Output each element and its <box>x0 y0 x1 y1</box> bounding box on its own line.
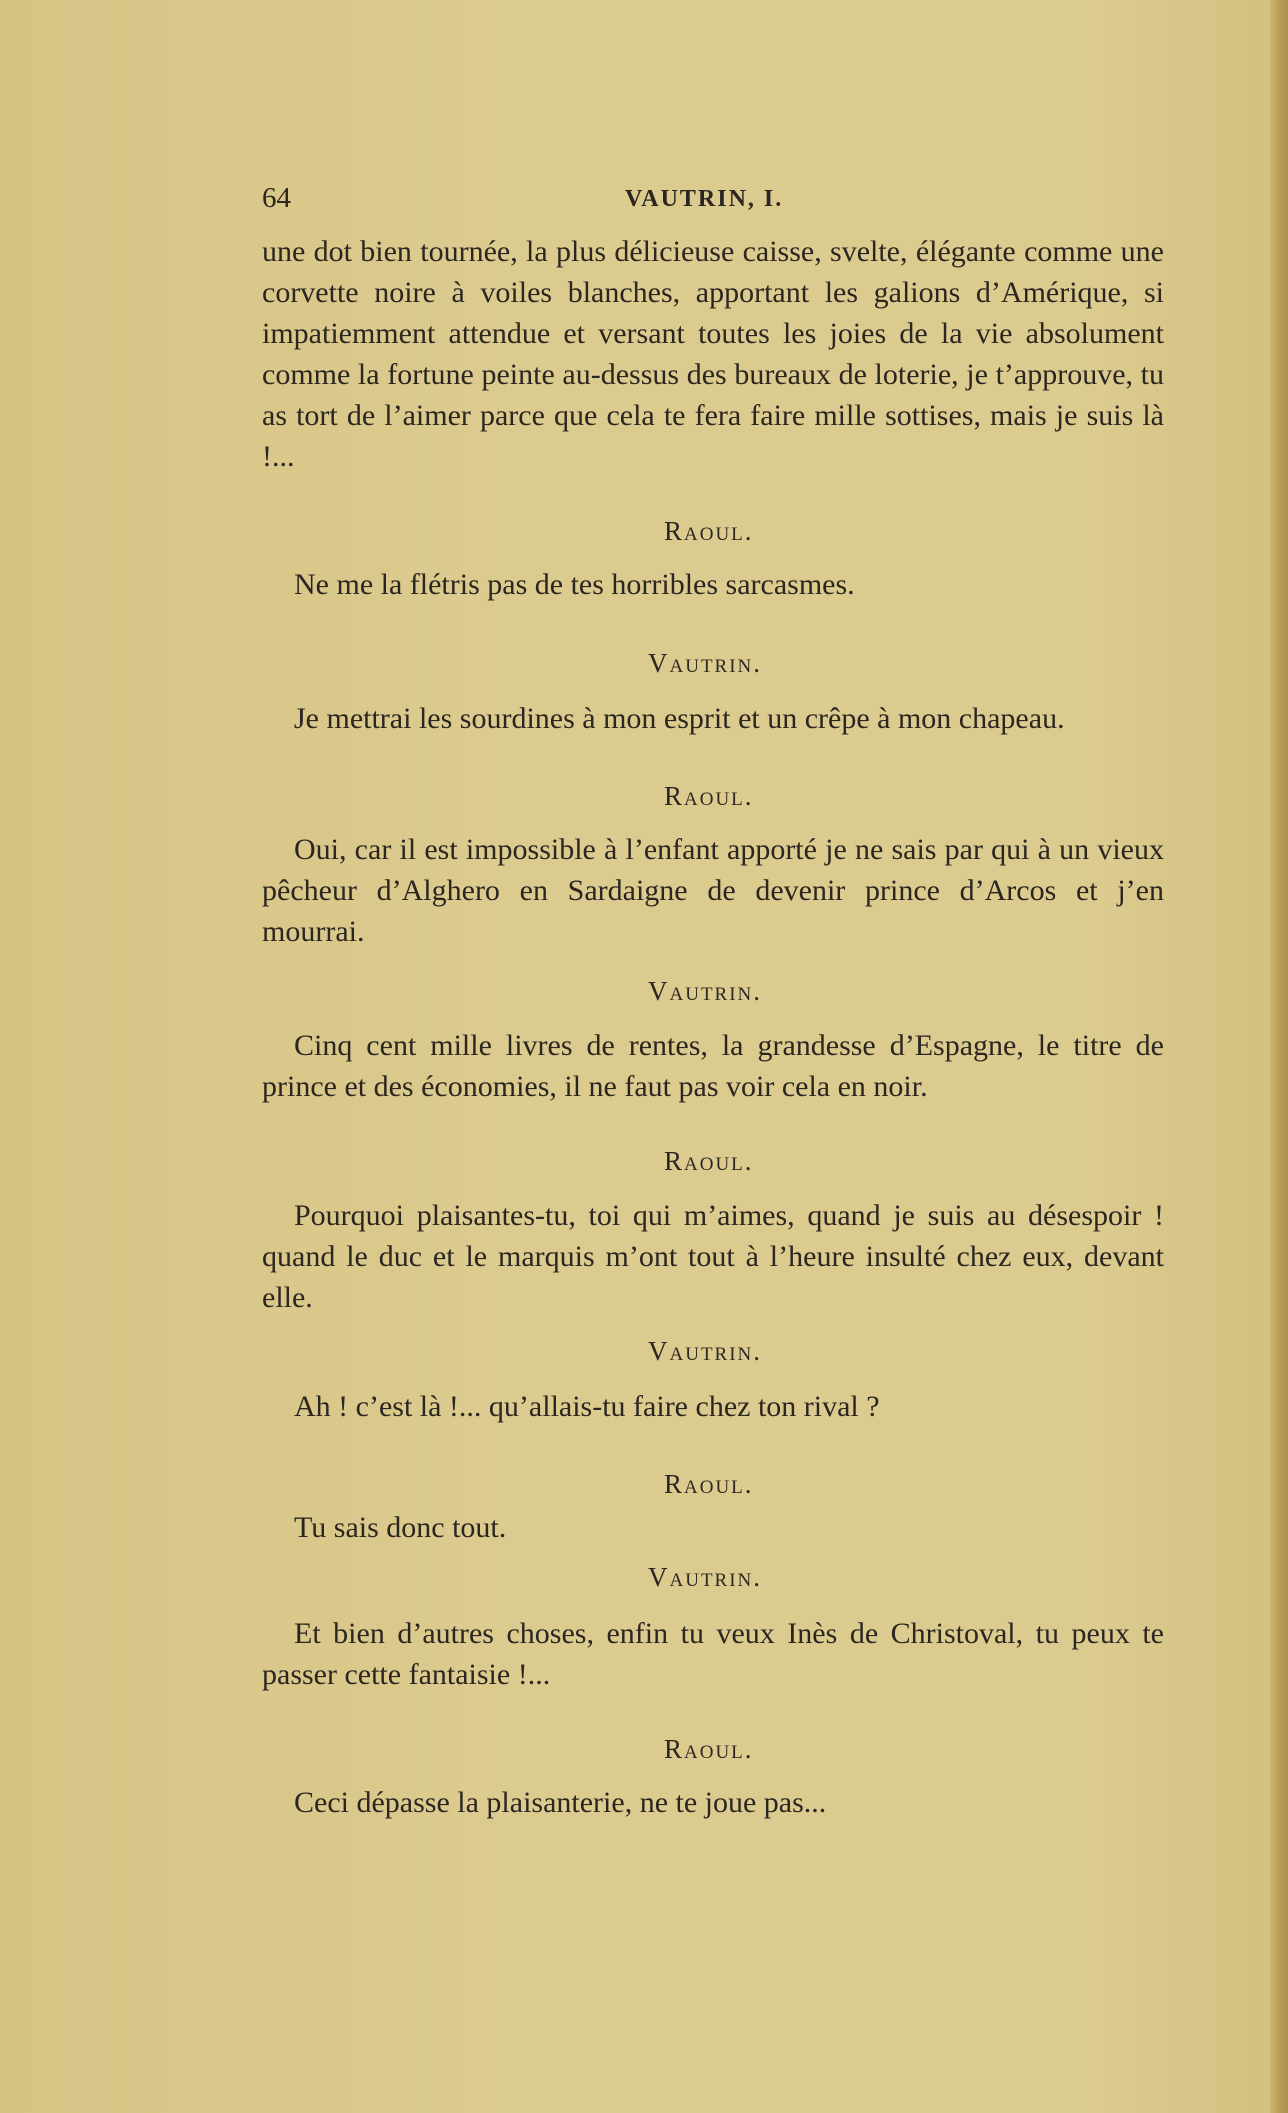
page-header <box>262 182 1164 222</box>
page-edge-shadow <box>1270 0 1288 2113</box>
paragraph-continuation: une dot bien tournée, la plus délicieuse caisse, svelte, élégante comme une corvette noire à voiles blanches, apportant les galions d’Amérique, si impatiemment attendue et versant toutes les joies de la vie absolument comme la fortune peinte au-dessus des bureaux de loterie, je t’approuve, tu as tort de l’aimer parce que cela te fera faire mille sottises, mais je suis là !... <box>262 235 1164 473</box>
page-number: 64 <box>262 182 291 214</box>
running-title: VAUTRIN, I. <box>625 186 784 212</box>
speaker-raoul: Raoul. <box>664 1734 754 1764</box>
speaker-vautrin: Vautrin. <box>648 976 763 1006</box>
speaker-vautrin: Vautrin. <box>648 1336 763 1366</box>
dialogue-line: Cinq cent mille livres de rentes, la grandesse d’Espagne, le titre de prince et des économies, il ne faut pas voir cela en noir. <box>262 1029 1164 1103</box>
speaker-raoul: Raoul. <box>664 516 754 546</box>
speaker-raoul: Raoul. <box>664 1146 754 1176</box>
dialogue-line: Ceci dépasse la plaisanterie, ne te joue pas... <box>294 1786 827 1819</box>
dialogue-line: Ne me la flétris pas de tes horribles sarcasmes. <box>294 568 855 601</box>
dialogue-line: Et bien d’autres choses, enfin tu veux Inès de Christoval, tu peux te passer cette fantaisie !... <box>262 1617 1164 1691</box>
dialogue-line: Oui, car il est impossible à l’enfant apporté je ne sais par qui à un vieux pêcheur d’Alghero en Sardaigne de devenir prince d’Arcos et j’en mourrai. <box>262 833 1164 948</box>
dialogue-line: Tu sais donc tout. <box>294 1511 507 1544</box>
speaker-vautrin: Vautrin. <box>648 648 763 678</box>
speaker-raoul: Raoul. <box>664 1469 754 1499</box>
speaker-vautrin: Vautrin. <box>648 1562 763 1592</box>
dialogue-line: Je mettrai les sourdines à mon esprit et un crêpe à mon chapeau. <box>294 702 1065 735</box>
speaker-raoul: Raoul. <box>664 781 754 811</box>
dialogue-line: Ah ! c’est là !... qu’allais-tu faire chez ton rival ? <box>294 1390 880 1423</box>
dialogue-line: Pourquoi plaisantes-tu, toi qui m’aimes, quand je suis au désespoir ! quand le duc et le marquis m’ont tout à l’heure insulté chez eux, devant elle. <box>262 1199 1164 1314</box>
